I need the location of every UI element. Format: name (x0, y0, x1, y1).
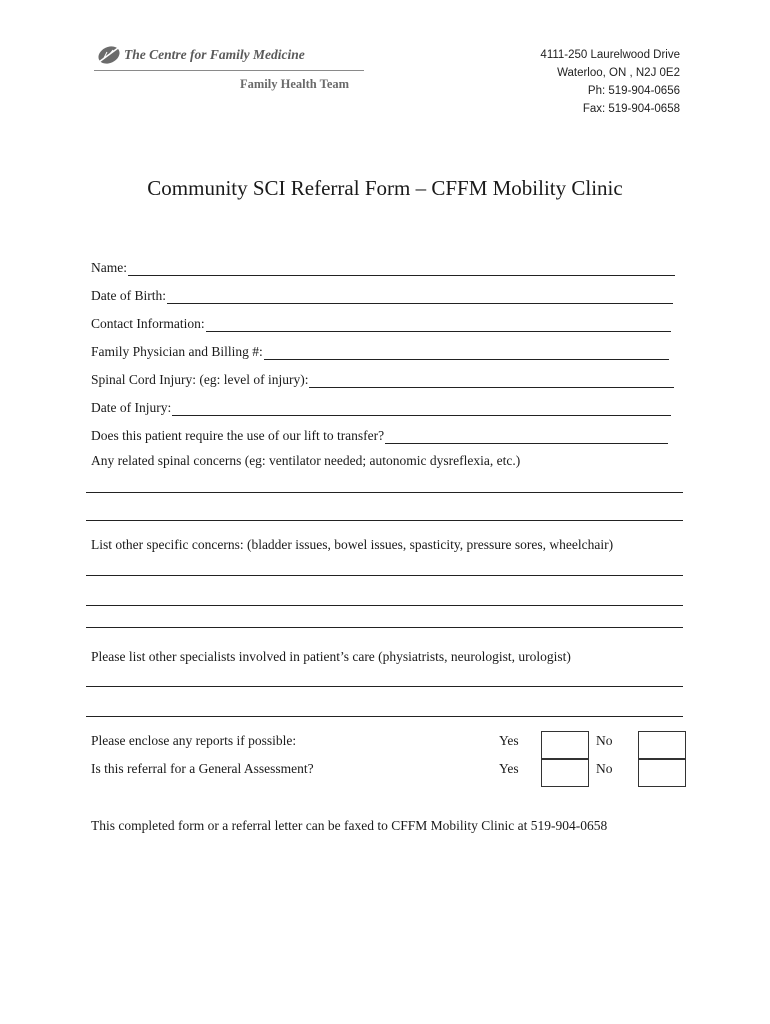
general-no-checkbox[interactable] (638, 759, 686, 787)
address-phone: Ph: 519-904-0656 (587, 85, 680, 97)
logo (94, 44, 369, 96)
physician-line[interactable] (264, 345, 669, 360)
logo-title: The Centre for Family Medicine (124, 47, 305, 62)
general-no-label: No (596, 761, 613, 776)
physician-field[interactable] (91, 340, 669, 360)
address-block (540, 46, 680, 118)
address-fax: Fax: 519-904-0658 (582, 103, 680, 115)
doi-label: Date of Injury: (91, 400, 172, 415)
spinal-concerns-line-2[interactable] (86, 520, 683, 521)
reports-no-label: No (596, 733, 613, 748)
other-concerns-line-1[interactable] (86, 575, 683, 576)
form-title: Community SCI Referral Form – CFFM Mobility Clinic (147, 176, 623, 200)
spinal-concerns-label: Any related spinal concerns (eg: ventilator needed; autonomic dysreflexia, etc.) (91, 453, 521, 468)
contact-label: Contact Information: (91, 316, 205, 331)
logo-divider (94, 70, 364, 71)
sci-label: Spinal Cord Injury: (eg: level of injury): (91, 372, 309, 387)
dob-label: Date of Birth: (91, 288, 166, 303)
dob-line[interactable] (167, 289, 673, 304)
footer-note: This completed form or a referral letter can be faxed to CFFM Mobility Clinic at 519-904-0658 (91, 818, 608, 833)
name-label: Name: (91, 260, 127, 275)
lift-line[interactable] (385, 429, 668, 444)
other-concerns-label: List other specific concerns: (bladder issues, bowel issues, spasticity, pressure sores, wheelchair) (91, 537, 614, 552)
dob-field[interactable] (91, 284, 673, 304)
specialists-label: Please list other specialists involved in patient’s care (physiatrists, neurologist, urologist) (91, 649, 571, 664)
address-street: 4111-250 Laurelwood Drive (540, 49, 680, 61)
sci-field[interactable] (91, 368, 674, 388)
reports-yes-checkbox[interactable] (541, 731, 589, 759)
reports-yes-label: Yes (499, 733, 519, 748)
contact-field[interactable] (91, 312, 671, 332)
name-field[interactable] (91, 256, 675, 276)
specialists-line-2[interactable] (86, 716, 683, 717)
contact-line[interactable] (206, 317, 671, 332)
doi-field[interactable] (91, 396, 671, 416)
physician-label: Family Physician and Billing #: (91, 344, 263, 359)
address-city: Waterloo, ON , N2J 0E2 (557, 67, 680, 79)
specialists-line-1[interactable] (86, 686, 683, 687)
general-yes-label: Yes (499, 761, 519, 776)
spinal-concerns-line-1[interactable] (86, 492, 683, 493)
general-yes-checkbox[interactable] (541, 759, 589, 787)
name-line[interactable] (128, 261, 675, 276)
lift-field[interactable] (91, 424, 668, 444)
lift-label: Does this patient require the use of our lift to transfer? (91, 428, 385, 443)
leaf-logo-icon (96, 44, 122, 66)
other-concerns-line-2[interactable] (86, 605, 683, 606)
other-concerns-line-3[interactable] (86, 627, 683, 628)
logo-subtitle: Family Health Team (240, 77, 350, 91)
general-question: Is this referral for a General Assessment? (91, 761, 314, 776)
reports-question: Please enclose any reports if possible: (91, 733, 297, 748)
doi-line[interactable] (172, 401, 671, 416)
reports-no-checkbox[interactable] (638, 731, 686, 759)
sci-line[interactable] (309, 373, 674, 388)
